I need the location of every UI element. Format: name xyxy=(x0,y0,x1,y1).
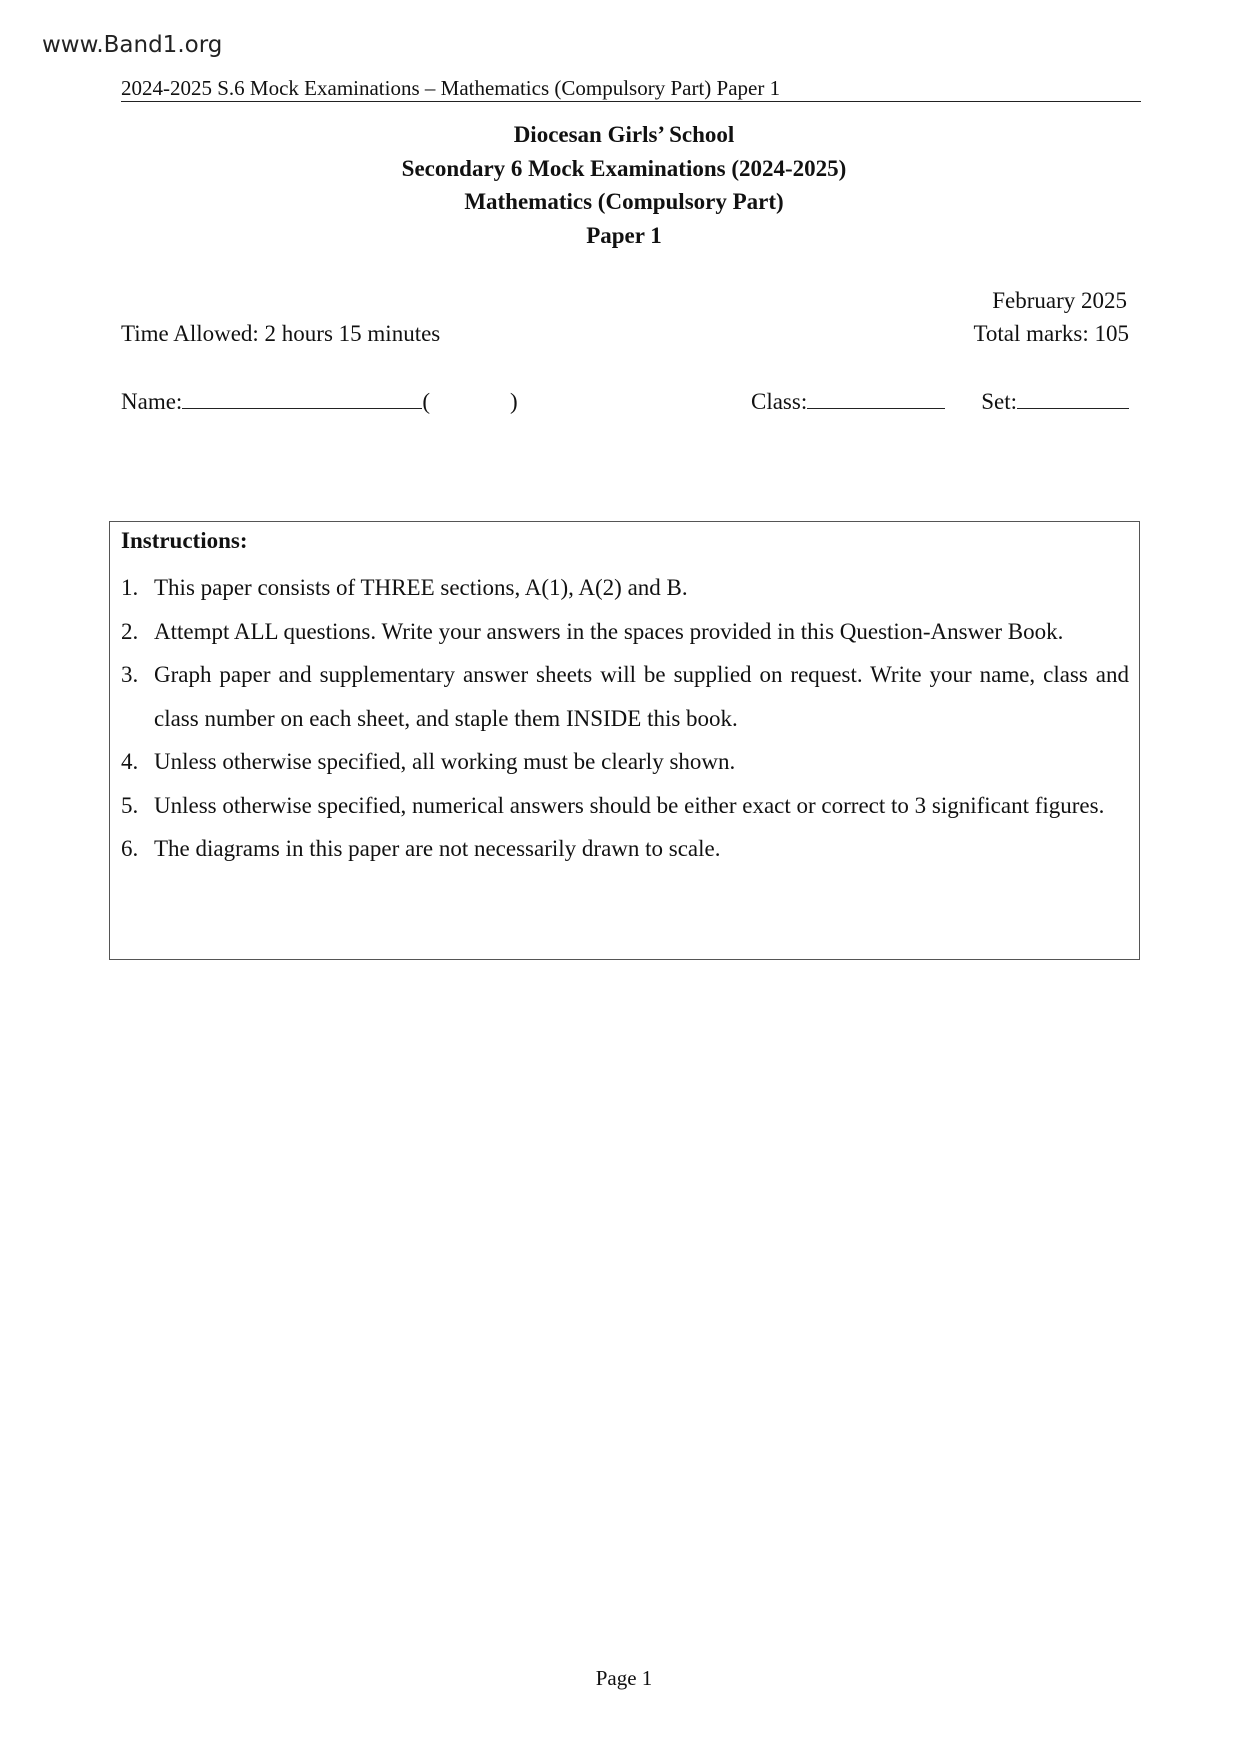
instructions-heading: Instructions: xyxy=(121,528,248,553)
exam-title: Secondary 6 Mock Examinations (2024-2025) xyxy=(401,156,847,181)
exam-date: February 2025 xyxy=(992,288,1127,313)
instruction-item xyxy=(121,740,1129,784)
class-number-close: ) xyxy=(509,389,518,414)
total-marks: Total marks: 105 xyxy=(973,321,1129,346)
item-text: Attempt ALL questions. Write your answers in the spaces provided in this Question-Answer Book. xyxy=(154,618,1064,644)
page-number: Page 1 xyxy=(595,1666,653,1690)
school-name: Diocesan Girls’ School xyxy=(513,122,735,147)
item-text: Graph paper and supplementary answer sheets will be supplied on request. Write your name, class and class number on each sheet, and staple them INSIDE this book. xyxy=(154,662,1129,731)
instructions-box xyxy=(109,521,1140,960)
item-number: 3. xyxy=(121,662,139,687)
item-text: This paper consists of THREE sections, A(1), A(2) and B. xyxy=(154,575,688,600)
instruction-item xyxy=(121,653,1129,740)
subject-title: Mathematics (Compulsory Part) xyxy=(464,189,784,214)
item-number: 6. xyxy=(121,836,139,861)
item-text: Unless otherwise specified, numerical answers should be either exact or correct to 3 significant figures. xyxy=(154,792,1105,818)
watermark: www.Band1.org xyxy=(42,32,223,58)
student-info-row xyxy=(121,388,1129,415)
class-label: Class: xyxy=(750,389,808,414)
set-label: Set: xyxy=(981,389,1017,414)
item-text: Unless otherwise specified, all working must be clearly shown. xyxy=(154,749,736,774)
name-label: Name: xyxy=(121,389,183,414)
name-field[interactable] xyxy=(182,388,422,409)
running-header: 2024-2025 S.6 Mock Examinations – Mathematics (Compulsory Part) Paper 1 xyxy=(121,76,1141,102)
instructions-list xyxy=(121,566,1129,871)
item-text: The diagrams in this paper are not necessarily drawn to scale. xyxy=(154,836,721,861)
set-field[interactable] xyxy=(1017,388,1129,409)
instruction-item xyxy=(121,566,1129,610)
time-marks-row xyxy=(121,321,1129,347)
item-number: 1. xyxy=(121,575,139,600)
item-number: 4. xyxy=(121,749,139,774)
paper-title: Paper 1 xyxy=(586,223,662,248)
instruction-item xyxy=(121,784,1129,828)
item-number: 5. xyxy=(121,792,139,818)
time-allowed: Time Allowed: 2 hours 15 minutes xyxy=(121,321,441,346)
class-field[interactable] xyxy=(807,388,945,409)
class-number-open: ( xyxy=(422,389,430,414)
item-number: 2. xyxy=(121,618,139,644)
instruction-item xyxy=(121,610,1129,654)
instruction-item xyxy=(121,827,1129,871)
